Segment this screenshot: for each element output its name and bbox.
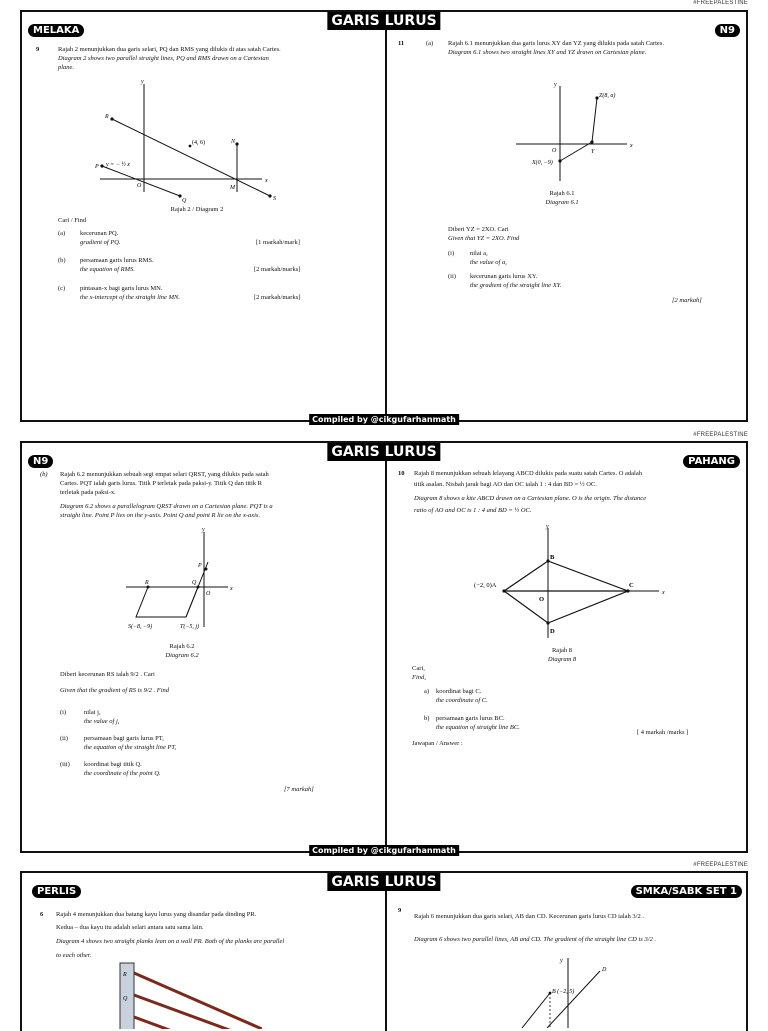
origin-label: O [539,596,545,603]
state-badge-pahang: PAHANG [683,455,740,468]
diagram-8 [474,523,674,643]
diagram-2 [92,74,292,209]
point-a-label: (−2, 0)A [474,582,497,589]
tag-freepalestine: #FREEPALESTINE [693,862,748,868]
part-i-malay: nilai a, [470,250,488,257]
part-i-english: the value of a, [470,259,507,266]
point-x-label: X(0, −9) [532,160,553,166]
part-iii-label: (iii) [60,761,70,768]
part-a-malay: kecerunan PQ. [80,230,119,237]
part-iii-malay: koordinat bagi titik Q. [84,761,142,768]
part-a-label: (a) [58,230,66,237]
point-b-label: B (−2, 5) [552,989,575,995]
point-q-label: Q [123,996,128,1002]
part-a-label: a) [424,688,430,695]
part-ii-label: (ii) [448,273,456,280]
axis-y-label: y [546,524,549,530]
part-c-label: (c) [58,285,66,292]
question-text-english-cont: plane. [58,64,75,71]
given-malay: Diberi kecerunan RS ialah 9/2 . Cari [60,671,155,678]
origin-label: O [206,591,211,597]
line-equation-label: y = − ½ x [106,162,130,168]
part-ii-label: (ii) [60,735,68,742]
question-text-malay: Rajah 2 menunjukkan dua garis selari, PQ dan RMS yang dilukis di atas satah Cartes. [58,46,281,53]
question-number: 9 [36,46,40,53]
point-c-label: C [629,582,634,589]
diagram-caption-english: Diagram 6.1 [545,199,579,206]
point-m-label: M [230,185,235,191]
find-malay: Cari, [412,665,425,672]
diagram-4 [112,959,262,1029]
point-r-label: R [123,972,127,978]
point-s-label: S(−8, −9) [128,624,153,630]
diagram-caption: Rajah 2 / Diagram 2 [170,206,224,213]
question-text-english-cont: straight line. Point P lies on the y-axis. Point Q and point R lie on the x-axis. [60,512,261,519]
point-p-label: P [198,563,202,569]
page-title: GARIS LURUS [327,443,440,461]
point-b-label: B [550,554,555,561]
point-d-label: D [550,628,555,635]
point-q-label: Q [182,198,187,204]
column-divider [385,873,387,1031]
question-text-malay-cont: titik asalan. Nisbah jarak bagi AO dan OC ialah 1 : 4 dan BD = ½ OC. [414,481,597,488]
find-english: Find, [412,674,426,681]
marks-label: [2 markah] [672,297,702,304]
worksheet-page-1 [20,10,748,422]
diagram-6-2 [118,527,248,637]
part-b-label: (b) [58,257,66,264]
question-text-english: Diagram 4 shows two straight planks lean on a wall PR. Both of the planks are parallel [56,938,285,945]
part-i-english: the value of j, [84,718,120,725]
column-divider [385,12,387,420]
question-text-malay-cont2: terletak pada paksi-x. [60,489,116,496]
diagram-6-1 [502,76,642,191]
part-i-label: (i) [448,250,455,257]
part-label: (a) [426,40,434,47]
question-text-malay-cont: Kedua – dua kayu itu adalah selari antara satu sama lain. [56,924,204,931]
diagram-caption-english: Diagram 8 [547,656,577,663]
page-title: GARIS LURUS [327,873,440,891]
question-number: 9 [398,907,402,914]
axis-y-label: y [202,527,205,533]
point-z-label: Z(8, a) [599,93,616,99]
diagram-caption: Rajah 6.2 [169,643,195,650]
question-text-english-cont: to each other. [56,952,92,959]
tag-freepalestine: #FREEPALESTINE [693,0,748,6]
question-text-english: Diagram 6.2 shows a parallelogram QRST drawn on a Cartesian plane. PQT is a [60,503,273,510]
part-iii-english: the coordinate of the point Q. [84,770,161,777]
part-b-malay: persamaan garis lurus BC. [436,715,505,722]
axis-x-label: x [630,143,633,149]
find-instruction: Cari / Find [58,217,87,224]
part-b-marks: [2 markah/marks] [254,266,301,273]
point-p-label: P [95,164,99,170]
question-text-malay-cont: Cartes. PQT ialah garis lurus. Titik P terletak pada paksi-y. Titik Q dan titik R [60,480,262,487]
part-ii-english: the gradient of the straight line XY. [470,282,562,289]
part-label: (b) [40,471,48,478]
part-b-label: b) [424,715,430,722]
question-text-malay: Rajah 6 menunjukkan dua garis selari, AB dan CD. Kecerunan garis lurus CD ialah 3/2 . [414,913,644,920]
point-r-label: R [105,114,109,120]
question-text-english: Diagram 6.1 shows two straight lines XY and YZ drawn on Cartesian plane. [448,49,647,56]
state-badge-n9: N9 [28,455,53,468]
worksheet-page-2 [20,441,748,853]
part-b-english: the equation of RMS. [80,266,135,273]
tag-freepalestine: #FREEPALESTINE [693,432,748,438]
page-title: GARIS LURUS [327,12,440,30]
compiled-by-footer: Compiled by @cikgufarhanmath [309,845,459,856]
axis-x-label: x [662,590,665,596]
state-badge-melaka: MELAKA [28,24,84,37]
question-text-english-cont: ratio of AO and OC is 1 : 4 and BD = ½ OC. [414,507,532,514]
part-ii-malay: persamaan bagi garis lurus PT, [84,735,164,742]
column-divider [385,443,387,851]
question-text-english: Diagram 8 shows a kite ABCD drawn on a Cartesian plane. O is the origin. The distance [414,495,647,502]
state-badge-perlis: PERLIS [32,885,81,898]
question-text-malay: Rajah 4 menunjukkan dua batang kayu lurus yang disandar pada dinding PR. [56,911,257,918]
question-text-malay: Rajah 6.2 menunjukkan sebuah segi empat selari QRST, yang dilukis pada satah [60,471,269,478]
axis-y-label: y [560,958,563,964]
axis-x-label: x [230,586,233,592]
diagram-6 [502,953,642,1028]
marks-label: [7 markah] [284,786,314,793]
part-a-english: gradient of PQ. [80,239,121,246]
part-i-label: (i) [60,709,67,716]
question-text-malay: Rajah 6.1 menunjukkan dua garis lurus XY dan YZ yang dilukis pada satah Cartes. [448,40,664,47]
part-ii-malay: kecerunan garis lurus XY. [470,273,538,280]
point-r-label: R [145,580,149,586]
part-a-english: the coordinate of C. [436,697,488,704]
diagram-caption: Rajah 8 [551,647,573,654]
part-c-marks: [2 markah/marks] [254,294,301,301]
point-q-label: Q [192,580,197,586]
axis-x-label: x [265,178,268,184]
state-badge-n9: N9 [715,24,740,37]
question-text-english: Diagram 2 shows two parallel straight lines, PQ and RMS drawn on a Cartesian [58,55,269,62]
diagram-caption: Rajah 6.1 [549,190,575,197]
question-number: 10 [398,470,405,477]
diagram-caption-english: Diagram 6.2 [165,652,199,659]
point-s-label: S [273,196,276,202]
point-y-label: Y [591,149,595,155]
question-number: 6 [40,911,44,918]
state-badge-smka-sabk: SMKA/SABK SET 1 [631,885,742,898]
compiled-by-footer: Compiled by @cikgufarhanmath [309,414,459,425]
point-n-label: N [231,139,236,145]
part-a-marks: [1 markah/mark] [256,239,300,246]
part-i-malay: nilai j, [84,709,101,716]
origin-label: O [137,183,142,189]
part-b-malay: persamaan garis lurus RMS. [80,257,154,264]
origin-label: O [552,148,557,154]
part-c-english: the x-intercept of the straight line MN. [80,294,180,301]
axis-y-label: y [554,82,557,88]
point-t-label: T(−5, j) [180,624,200,630]
given-english: Given that YZ = 2XO. Find [448,235,520,242]
part-ii-english: the equation of the straight line PT, [84,744,177,751]
given-malay: Diberi YZ = 2XO. Cari [448,226,509,233]
part-b-english: the equation of straight line BC. [436,724,520,731]
question-number: 11 [398,40,405,47]
point-d-label: D [602,967,607,973]
answer-label: Jawapan / Answer : [412,740,463,747]
worksheet-page-3 [20,871,748,1031]
part-c-malay: pintasan-x bagi garis lurus MN. [80,285,163,292]
marks-label: [ 4 markah /marks ] [637,729,689,736]
question-text-malay: Rajah 8 menunjukkan sebuah lelayang ABCD dilukis pada suatu satah Cartes. O adalah [414,470,642,477]
point-coordinate-label: (4, 6) [192,140,205,146]
given-english: Given that the gradient of RS is 9/2 . Find [60,687,170,694]
axis-y-label: y [141,79,144,85]
question-text-english: Diagram 6 shows two parallel lines, AB and CD. The gradient of the straight line CD is 3/2 . [414,936,657,943]
part-a-malay: koordinat bagi C. [436,688,482,695]
